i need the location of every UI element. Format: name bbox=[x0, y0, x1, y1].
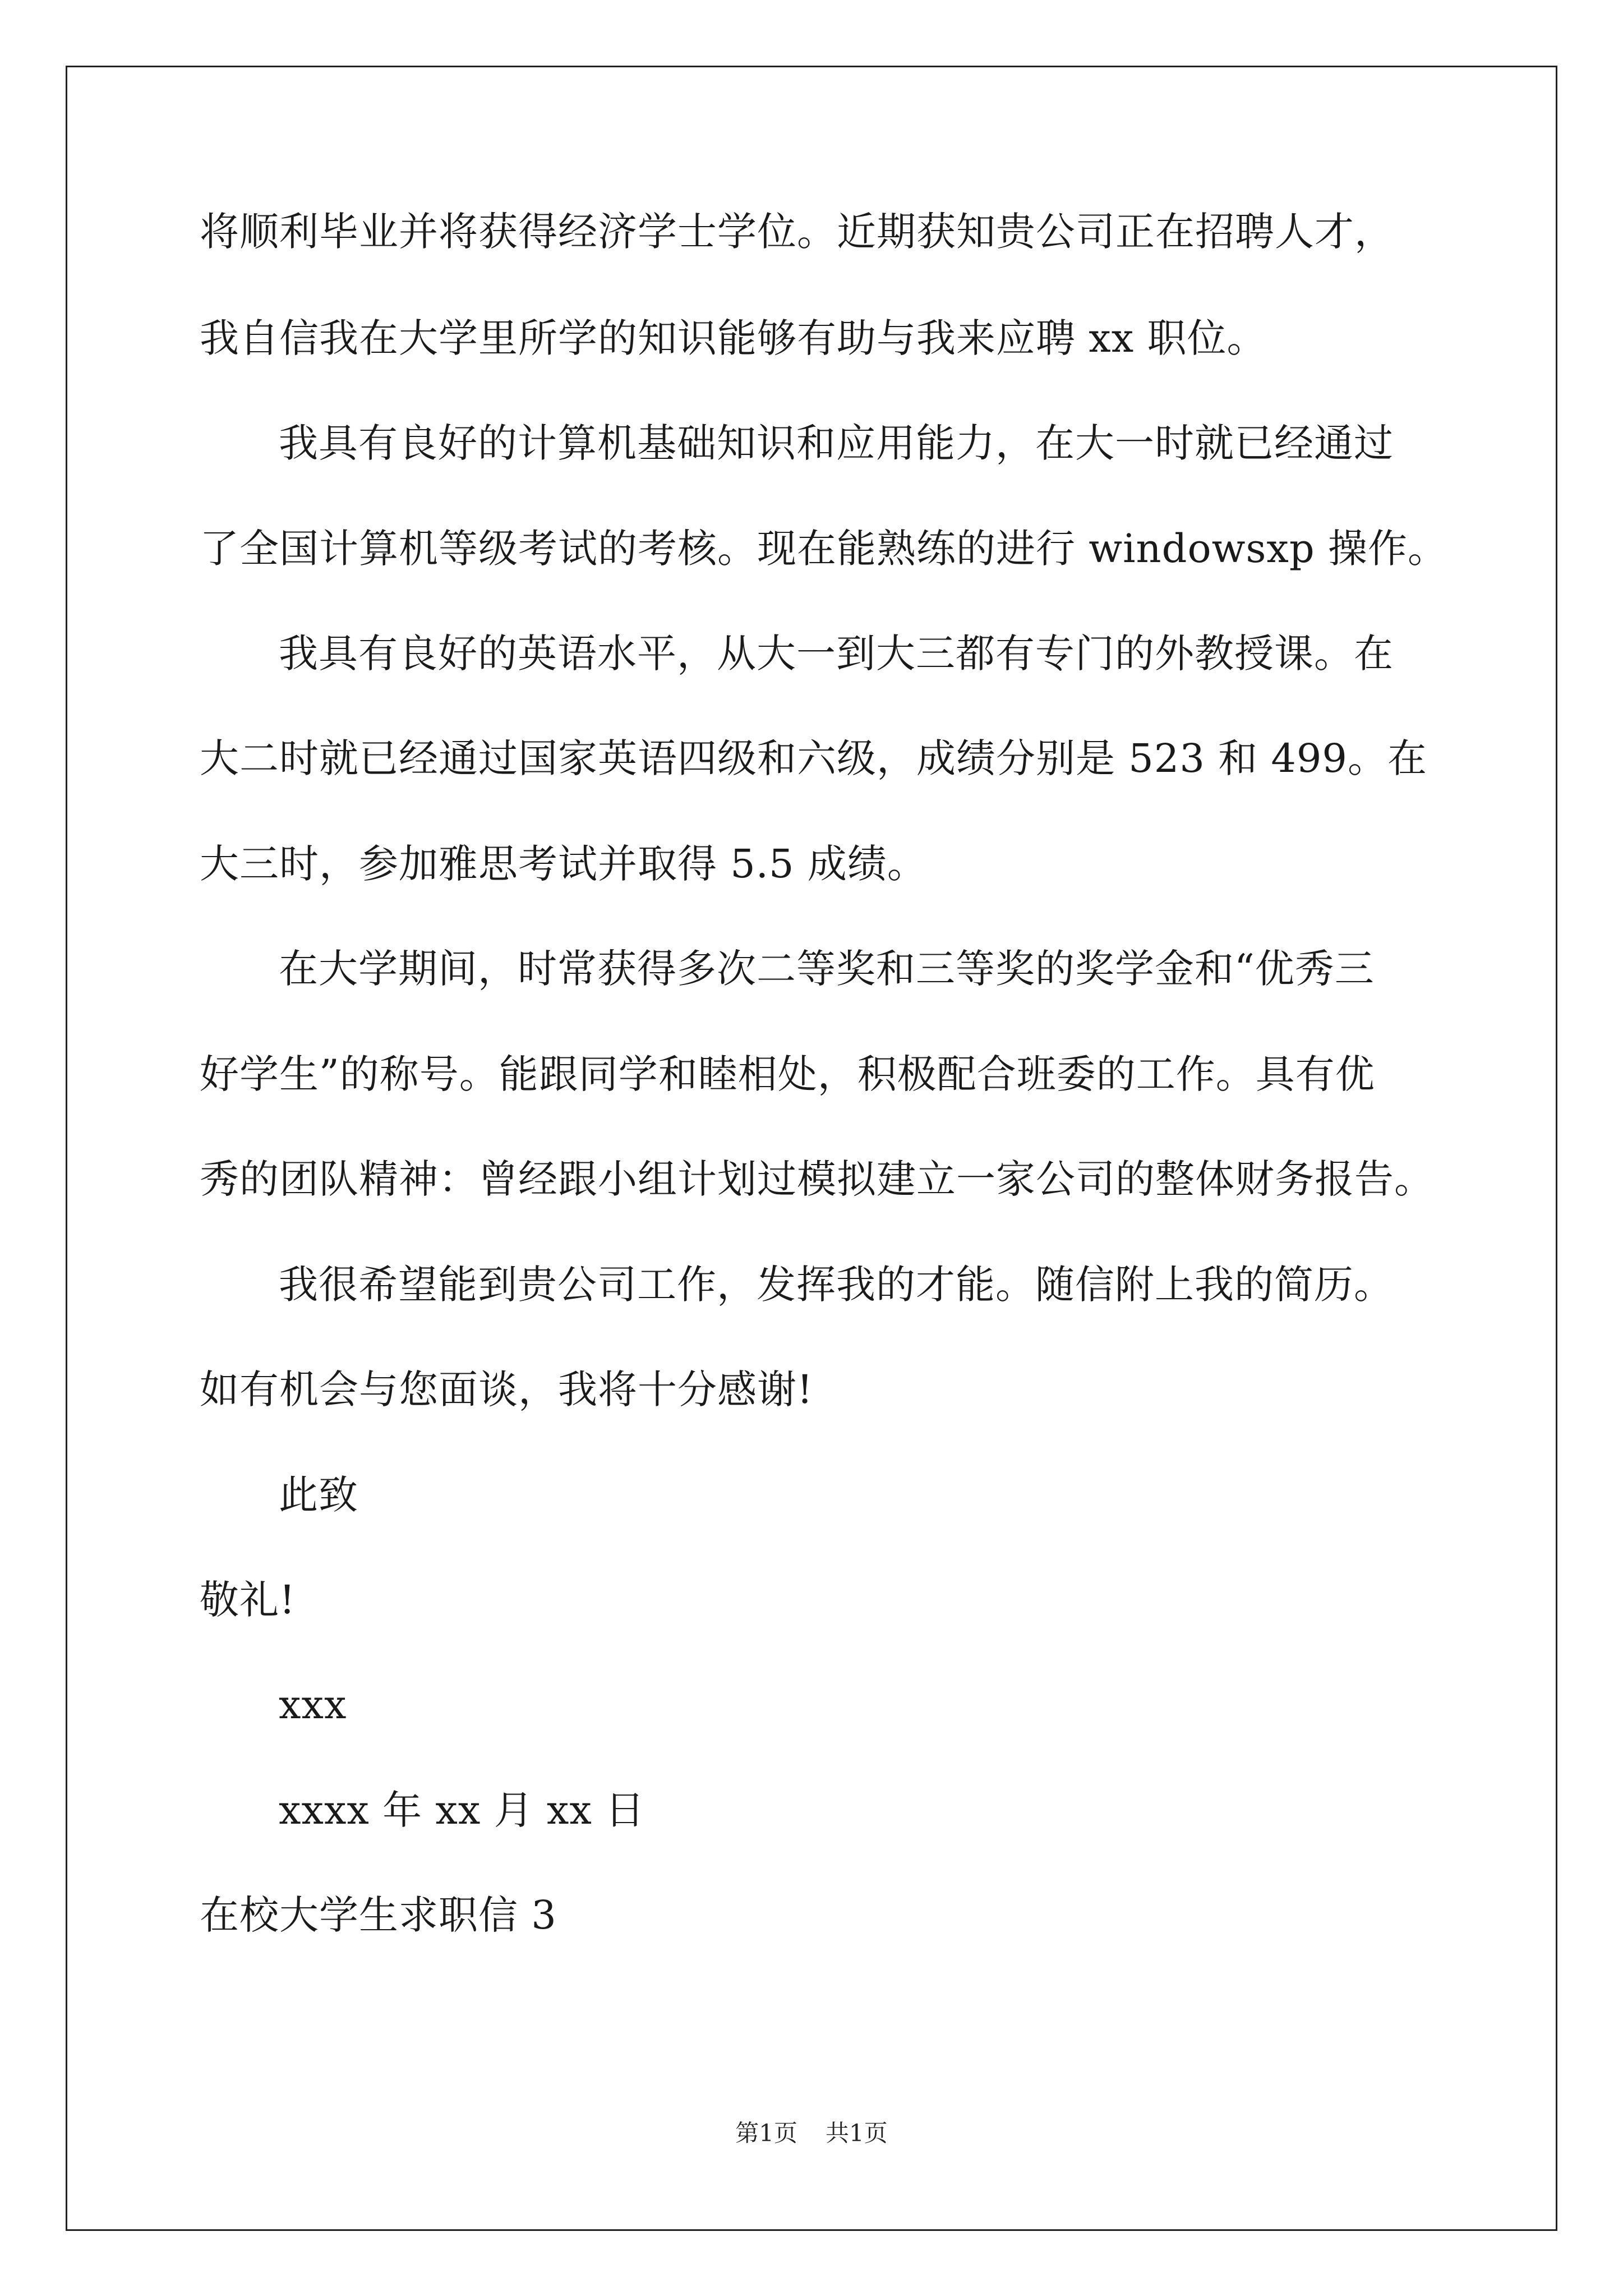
next-section-title: 在校大学生求职信 3 bbox=[200, 1892, 557, 1938]
body-line-2: 我自信我在大学里所学的知识能够有助与我来应聘 xx 职位。 bbox=[200, 315, 1267, 361]
body-line-5: 我具有良好的英语水平，从大一到大三都有专门的外教授课。在 bbox=[279, 631, 1394, 677]
page-number: 第1页 bbox=[735, 2119, 797, 2147]
body-line-8: 在大学期间，时常获得多次二等奖和三等奖的奖学金和“优秀三 bbox=[279, 946, 1375, 992]
body-line-10: 秀的团队精神：曾经跟小组计划过模拟建立一家公司的整体财务报告。 bbox=[200, 1156, 1434, 1202]
body-line-7: 大三时，参加雅思考试并取得 5.5 成绩。 bbox=[200, 841, 927, 887]
body-line-9: 好学生”的称号。能跟同学和睦相处，积极配合班委的工作。具有优 bbox=[200, 1051, 1375, 1097]
page-footer bbox=[0, 2118, 1623, 2149]
body-line-11: 我很希望能到贵公司工作，发挥我的才能。随信附上我的简历。 bbox=[279, 1262, 1394, 1308]
body-line-4: 了全国计算机等级考试的考核。现在能熟练的进行 windowsxp 操作。 bbox=[200, 526, 1447, 572]
body-line-6: 大二时就已经通过国家英语四级和六级，成绩分别是 523 和 499。在 bbox=[200, 735, 1427, 781]
closing-regards: 敬礼! bbox=[200, 1577, 296, 1623]
signature-date: xxxx 年 xx 月 xx 日 bbox=[279, 1787, 645, 1833]
body-line-3: 我具有良好的计算机基础知识和应用能力，在大一时就已经通过 bbox=[279, 420, 1394, 466]
page-total: 共1页 bbox=[826, 2119, 888, 2147]
closing-salutation: 此致 bbox=[279, 1472, 358, 1518]
body-line-12: 如有机会与您面谈，我将十分感谢! bbox=[200, 1366, 814, 1412]
signature-name: xxx bbox=[279, 1682, 347, 1728]
body-line-1: 将顺利毕业并将获得经济学士学位。近期获知贵公司正在招聘人才， bbox=[200, 209, 1394, 255]
